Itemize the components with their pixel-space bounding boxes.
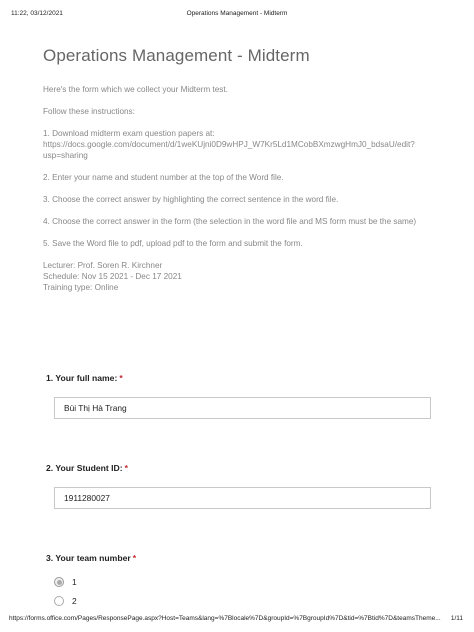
radio-button-selected[interactable] xyxy=(54,577,64,587)
instruction-4: 4. Choose the correct answer in the form (the selection in the word file and MS form must be the same) xyxy=(43,217,417,226)
team-option-2[interactable] xyxy=(54,594,77,608)
team-option-1[interactable] xyxy=(54,575,77,589)
print-footer xyxy=(0,615,474,627)
form-title: Operations Management - Midterm xyxy=(43,46,310,65)
training-type-line: Training type: Online xyxy=(43,283,119,292)
page-number: 1/11 xyxy=(450,615,463,622)
option-label: 1 xyxy=(72,577,77,587)
question-label: 3. Your team number xyxy=(46,553,131,563)
required-marker: * xyxy=(132,553,137,563)
question-student-id xyxy=(46,463,128,473)
print-timestamp: 11:22, 03/12/2021 xyxy=(11,10,63,17)
required-marker: * xyxy=(124,463,128,473)
student-id-field[interactable]: 1911280027 xyxy=(54,487,431,509)
instruction-5: 5. Save the Word file to pdf, upload pdf to the form and submit the form. xyxy=(43,239,303,248)
print-header xyxy=(0,10,474,22)
intro-line: Here's the form which we collect your Midterm test. xyxy=(43,85,228,94)
instructions-heading: Follow these instructions: xyxy=(43,107,135,116)
print-url: https://forms.office.com/Pages/ResponsePage.aspx?Host=Teams&lang=%7Blocale%7D&groupId=%7BgroupId%7D&tid=%7Btid%7D&teamsTheme... xyxy=(9,615,441,622)
question-label: 1. Your full name: xyxy=(46,373,118,383)
print-page-title: Operations Management - Midterm xyxy=(186,10,288,17)
form-description xyxy=(43,84,438,293)
lecturer-line: Lecturer: Prof. Soren R. Kirchner xyxy=(43,261,163,270)
instruction-2: 2. Enter your name and student number at the top of the Word file. xyxy=(43,173,284,182)
instruction-1-link-cont[interactable]: usp=sharing xyxy=(43,151,88,160)
question-team-number xyxy=(46,553,136,563)
question-label: 2. Your Student ID: xyxy=(46,463,123,473)
required-marker: * xyxy=(119,373,123,383)
radio-button[interactable] xyxy=(54,596,64,606)
schedule-line: Schedule: Nov 15 2021 - Dec 17 2021 xyxy=(43,272,182,281)
instruction-1: 1. Download midterm exam question papers at: xyxy=(43,129,215,138)
question-full-name xyxy=(46,373,123,383)
instruction-1-link[interactable]: https://docs.google.com/document/d/1weKUjni0D9wHPJ_W7Kr5Ld1MCobBXmzwgHmJ0_bdsaU/edit? xyxy=(43,140,415,149)
full-name-field[interactable]: Bùi Thị Hà Trang xyxy=(54,397,431,419)
option-label: 2 xyxy=(72,596,77,606)
instruction-3: 3. Choose the correct answer by highlighting the correct sentence in the word file. xyxy=(43,195,339,204)
